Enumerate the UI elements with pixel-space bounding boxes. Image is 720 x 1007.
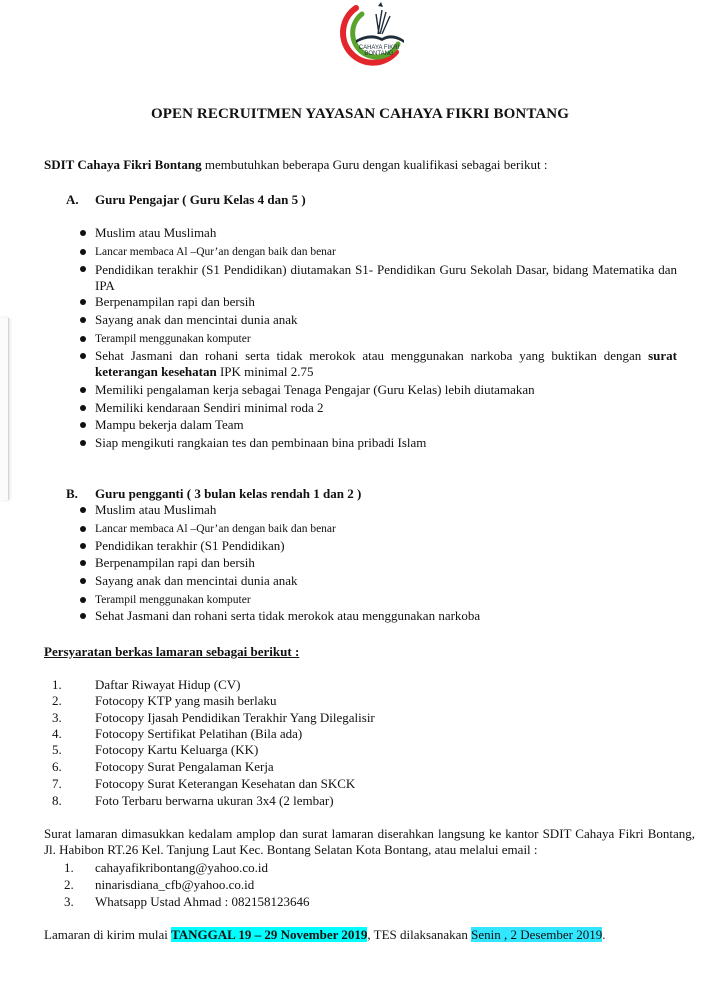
section-b-item: Lancar membaca Al –Qur’an dengan baik dan benar (95, 523, 336, 535)
schedule-paragraph (44, 927, 695, 943)
section-a-item: Terampil menggunakan komputer (95, 333, 251, 345)
schedule-mid: , TES dilaksanakan (367, 927, 472, 942)
bullet-icon (80, 578, 86, 584)
requirement-item: Fotocopy Surat Pengalaman Kerja (95, 759, 274, 774)
bullet-icon (80, 336, 86, 342)
item-text: IPK minimal 2.75 (216, 364, 314, 379)
contact-email[interactable]: ninarisdiana_cfb@yahoo.co.id (95, 877, 255, 892)
list-number: 3. (64, 894, 74, 909)
bullet-icon (80, 230, 86, 236)
list-number: 6. (52, 759, 62, 774)
section-a-item (95, 348, 677, 380)
schedule-end: . (602, 927, 606, 942)
section-b-item: Pendidikan terakhir (S1 Pendidikan) (95, 538, 285, 553)
section-b-item: Sayang anak dan mencintai dunia anak (95, 573, 298, 588)
requirement-item: Fotocopy KTP yang masih berlaku (95, 693, 277, 708)
list-number: 2. (64, 877, 74, 892)
section-b-letter: B. (66, 486, 78, 501)
test-date: Senin , 2 Desember 2019 (471, 927, 603, 942)
bullet-icon (80, 317, 86, 323)
page-edge-shadow (0, 318, 9, 500)
requirements-heading: Persyaratan berkas lamaran sebagai berikut : (44, 644, 300, 659)
bullet-icon (80, 597, 86, 603)
list-number: 1. (52, 677, 62, 692)
bullet-icon (80, 353, 86, 359)
bullet-icon (80, 507, 86, 513)
list-number: 3. (52, 710, 62, 725)
list-number: 1. (64, 860, 74, 875)
list-number: 7. (52, 776, 62, 791)
requirement-item: Fotocopy Kartu Keluarga (KK) (95, 742, 259, 757)
list-number: 8. (52, 793, 62, 808)
section-a-letter: A. (66, 192, 79, 207)
section-b-item: Berpenampilan rapi dan bersih (95, 555, 255, 570)
list-number: 2. (52, 693, 62, 708)
intro-rest: membutuhkan beberapa Guru dengan kualifikasi sebagai berikut : (201, 157, 548, 172)
contact-whatsapp: Whatsapp Ustad Ahmad : 082158123646 (95, 894, 310, 909)
bullet-icon (80, 526, 86, 532)
bullet-icon (80, 560, 86, 566)
section-a-item: Memiliki pengalaman kerja sebagai Tenaga Pengajar (Guru Kelas) lebih diutamakan (95, 382, 535, 397)
bullet-icon (80, 266, 86, 272)
bullet-icon (80, 440, 86, 446)
section-a-item: Pendidikan terakhir (S1 Pendidikan) diutamakan S1- Pendidikan Guru Sekolah Dasar, bidang Matematika dan IPA (95, 262, 677, 293)
bullet-icon (80, 613, 86, 619)
intro-line (44, 157, 547, 173)
requirement-item: Foto Terbaru berwarna ukuran 3x4 (2 lembar) (95, 793, 334, 808)
section-a-item: Siap mengikuti rangkaian tes dan pembinaan bina pribadi Islam (95, 435, 427, 450)
section-a-item: Mampu bekerja dalam Team (95, 417, 244, 432)
section-a-item: Lancar membaca Al –Qur’an dengan baik dan benar (95, 246, 336, 258)
section-b-heading: Guru pengganti ( 3 bulan kelas rendah 1 dan 2 ) (95, 486, 362, 501)
list-number: 5. (52, 742, 62, 757)
list-number: 4. (52, 726, 62, 741)
submission-dates: TANGGAL 19 – 29 November 2019 (171, 927, 368, 942)
section-a-item: Memiliki kendaraan Sendiri minimal roda 2 (95, 400, 324, 415)
page-title: OPEN RECRUITMEN YAYASAN CAHAYA FIKRI BONTANG (151, 106, 569, 122)
logo-text: CAHAYA FIKRI BONTANG (358, 45, 400, 57)
section-a-heading: Guru Pengajar ( Guru Kelas 4 dan 5 ) (95, 192, 306, 207)
submission-paragraph: Surat lamaran dimasukkan kedalam amplop dan surat lamaran diserahkan langsung ke kantor SDIT Cahaya Fikri Bontang, Jl. Habibon RT.26 Kel. Tanjung Laut Kec. Bontang Selatan Kota Bontang, atau melalui email : (44, 826, 695, 857)
bullet-icon (80, 422, 86, 428)
contact-email[interactable]: cahayafikribontang@yahoo.co.id (95, 860, 268, 875)
section-a-item: Berpenampilan rapi dan bersih (95, 294, 255, 309)
bullet-icon (80, 405, 86, 411)
requirement-item: Fotocopy Surat Keterangan Kesehatan dan SKCK (95, 776, 356, 791)
section-a-item: Muslim atau Muslimah (95, 225, 217, 240)
section-b-item: Terampil menggunakan komputer (95, 594, 251, 606)
bullet-icon (80, 299, 86, 305)
requirement-item: Fotocopy Ijasah Pendidikan Terakhir Yang Dilegalisir (95, 710, 375, 725)
school-logo (326, 0, 412, 66)
requirement-item: Daftar Riwayat Hidup (CV) (95, 677, 241, 692)
schedule-pre: Lamaran di kirim mulai (44, 927, 172, 942)
intro-org: SDIT Cahaya Fikri Bontang (44, 157, 202, 172)
section-a-item: Sayang anak dan mencintai dunia anak (95, 312, 298, 327)
bullet-icon (80, 543, 86, 549)
bullet-icon (80, 387, 86, 393)
section-b-item: Sehat Jasmani dan rohani serta tidak merokok atau menggunakan narkoba (95, 608, 481, 623)
item-text: Sehat Jasmani dan rohani serta tidak merokok atau menggunakan narkoba yang buktikan dengan (95, 348, 649, 363)
item-bold-text: surat keterangan kesehatan (95, 348, 677, 379)
bullet-icon (80, 249, 86, 255)
section-b-item: Muslim atau Muslimah (95, 502, 217, 517)
requirement-item: Fotocopy Sertifikat Pelatihan (Bila ada) (95, 726, 303, 741)
